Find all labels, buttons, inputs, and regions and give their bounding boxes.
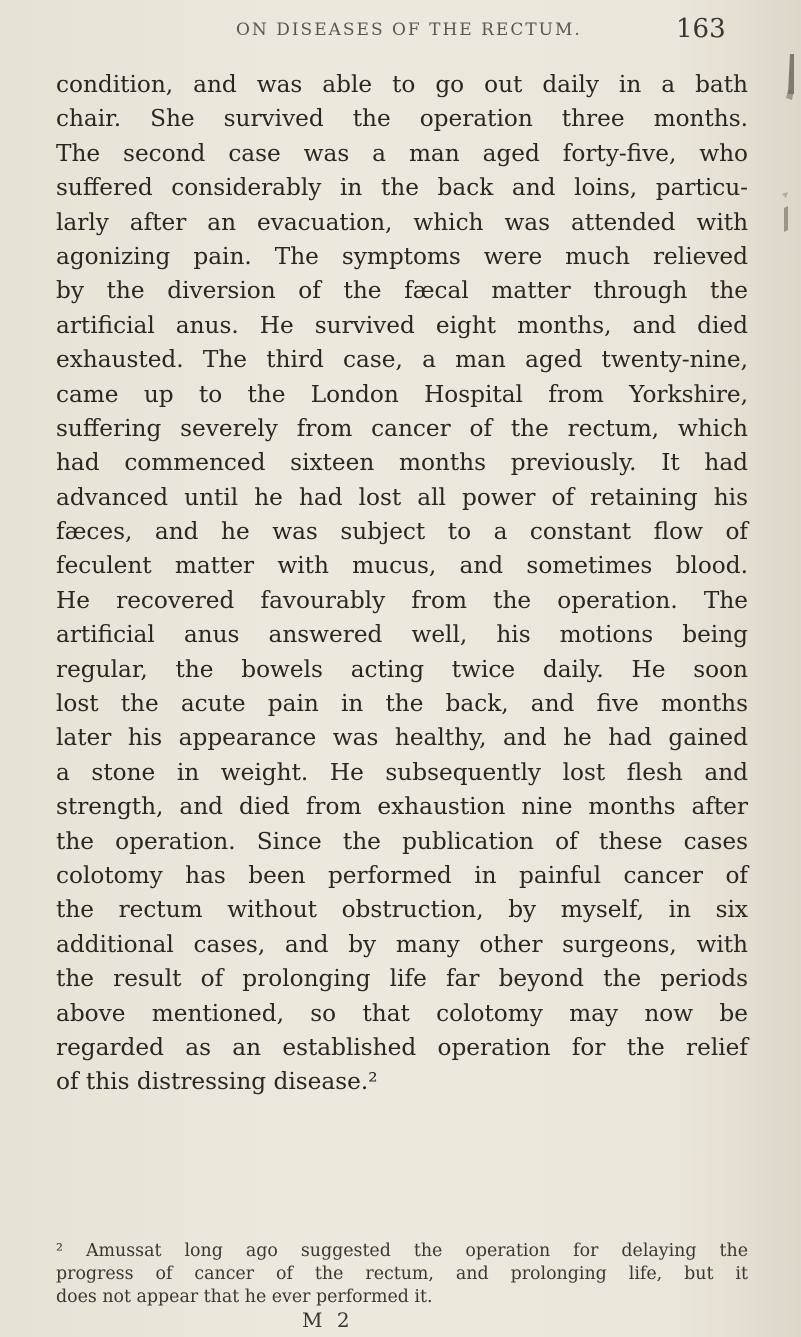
page-edge-marks	[772, 54, 796, 254]
text-line: additional cases, and by many other surgeons, with	[56, 930, 748, 958]
text-line: feculent matter with mucus, and sometimes blood.	[56, 552, 748, 580]
footnote-line: ² Amussat long ago suggested the operation for delaying the	[56, 1241, 748, 1261]
text-line: chair. She survived the operation three months.	[56, 105, 748, 133]
text-line: condition, and was able to go out daily in a bath	[56, 71, 748, 98]
text-line: lost the acute pain in the back, and five months	[56, 690, 748, 718]
running-head: ON DISEASES OF THE RECTUM.	[236, 20, 582, 40]
text-line: a stone in weight. He subsequently lost flesh and	[56, 758, 748, 786]
signature-mark: M 2	[302, 1308, 354, 1332]
text-line: He recovered favourably from the operation. The	[56, 586, 748, 614]
text-line: the rectum without obstruction, by myself, in six	[56, 896, 748, 924]
text-line: The second case was a man aged forty-five, who	[56, 139, 748, 167]
text-line: by the diversion of the fæcal matter through the	[56, 277, 748, 305]
footnote-line: does not appear that he ever performed it.	[56, 1287, 433, 1307]
text-line: regular, the bowels acting twice daily. He soon	[56, 655, 748, 683]
text-line: had commenced sixteen months previously. It had	[56, 449, 748, 477]
text-line: artificial anus answered well, his motions being	[56, 621, 748, 649]
text-line: colotomy has been performed in painful cancer of	[56, 861, 748, 889]
text-line: suffered considerably in the back and loins, particu-	[56, 174, 748, 202]
text-line: suffering severely from cancer of the rectum, which	[56, 414, 748, 442]
footnote-line: progress of cancer of the rectum, and prolonging life, but it	[56, 1264, 748, 1284]
text-line: strength, and died from exhaustion nine months after	[56, 793, 748, 821]
body-text	[56, 68, 748, 1100]
page-header	[0, 8, 801, 48]
text-line: larly after an evacuation, which was attended with	[56, 208, 748, 236]
text-line: the result of prolonging life far beyond the periods	[56, 965, 748, 993]
page-number: 163	[676, 14, 726, 44]
text-line: later his appearance was healthy, and he had gained	[56, 724, 748, 752]
text-line: of this distressing disease.²	[56, 1068, 378, 1096]
text-line: above mentioned, so that colotomy may now be	[56, 999, 748, 1027]
text-line: exhausted. The third case, a man aged twenty-nine,	[56, 346, 748, 374]
footnote	[56, 1240, 748, 1309]
text-line: agonizing pain. The symptoms were much relieved	[56, 242, 748, 270]
text-line: fæces, and he was subject to a constant flow of	[56, 518, 748, 546]
text-line: regarded as an established operation for the relief	[56, 1033, 748, 1061]
text-line: artificial anus. He survived eight months, and died	[56, 311, 748, 339]
text-line: advanced until he had lost all power of retaining his	[56, 483, 748, 511]
text-line: came up to the London Hospital from Yorkshire,	[56, 380, 748, 408]
text-line: the operation. Since the publication of these cases	[56, 827, 748, 855]
